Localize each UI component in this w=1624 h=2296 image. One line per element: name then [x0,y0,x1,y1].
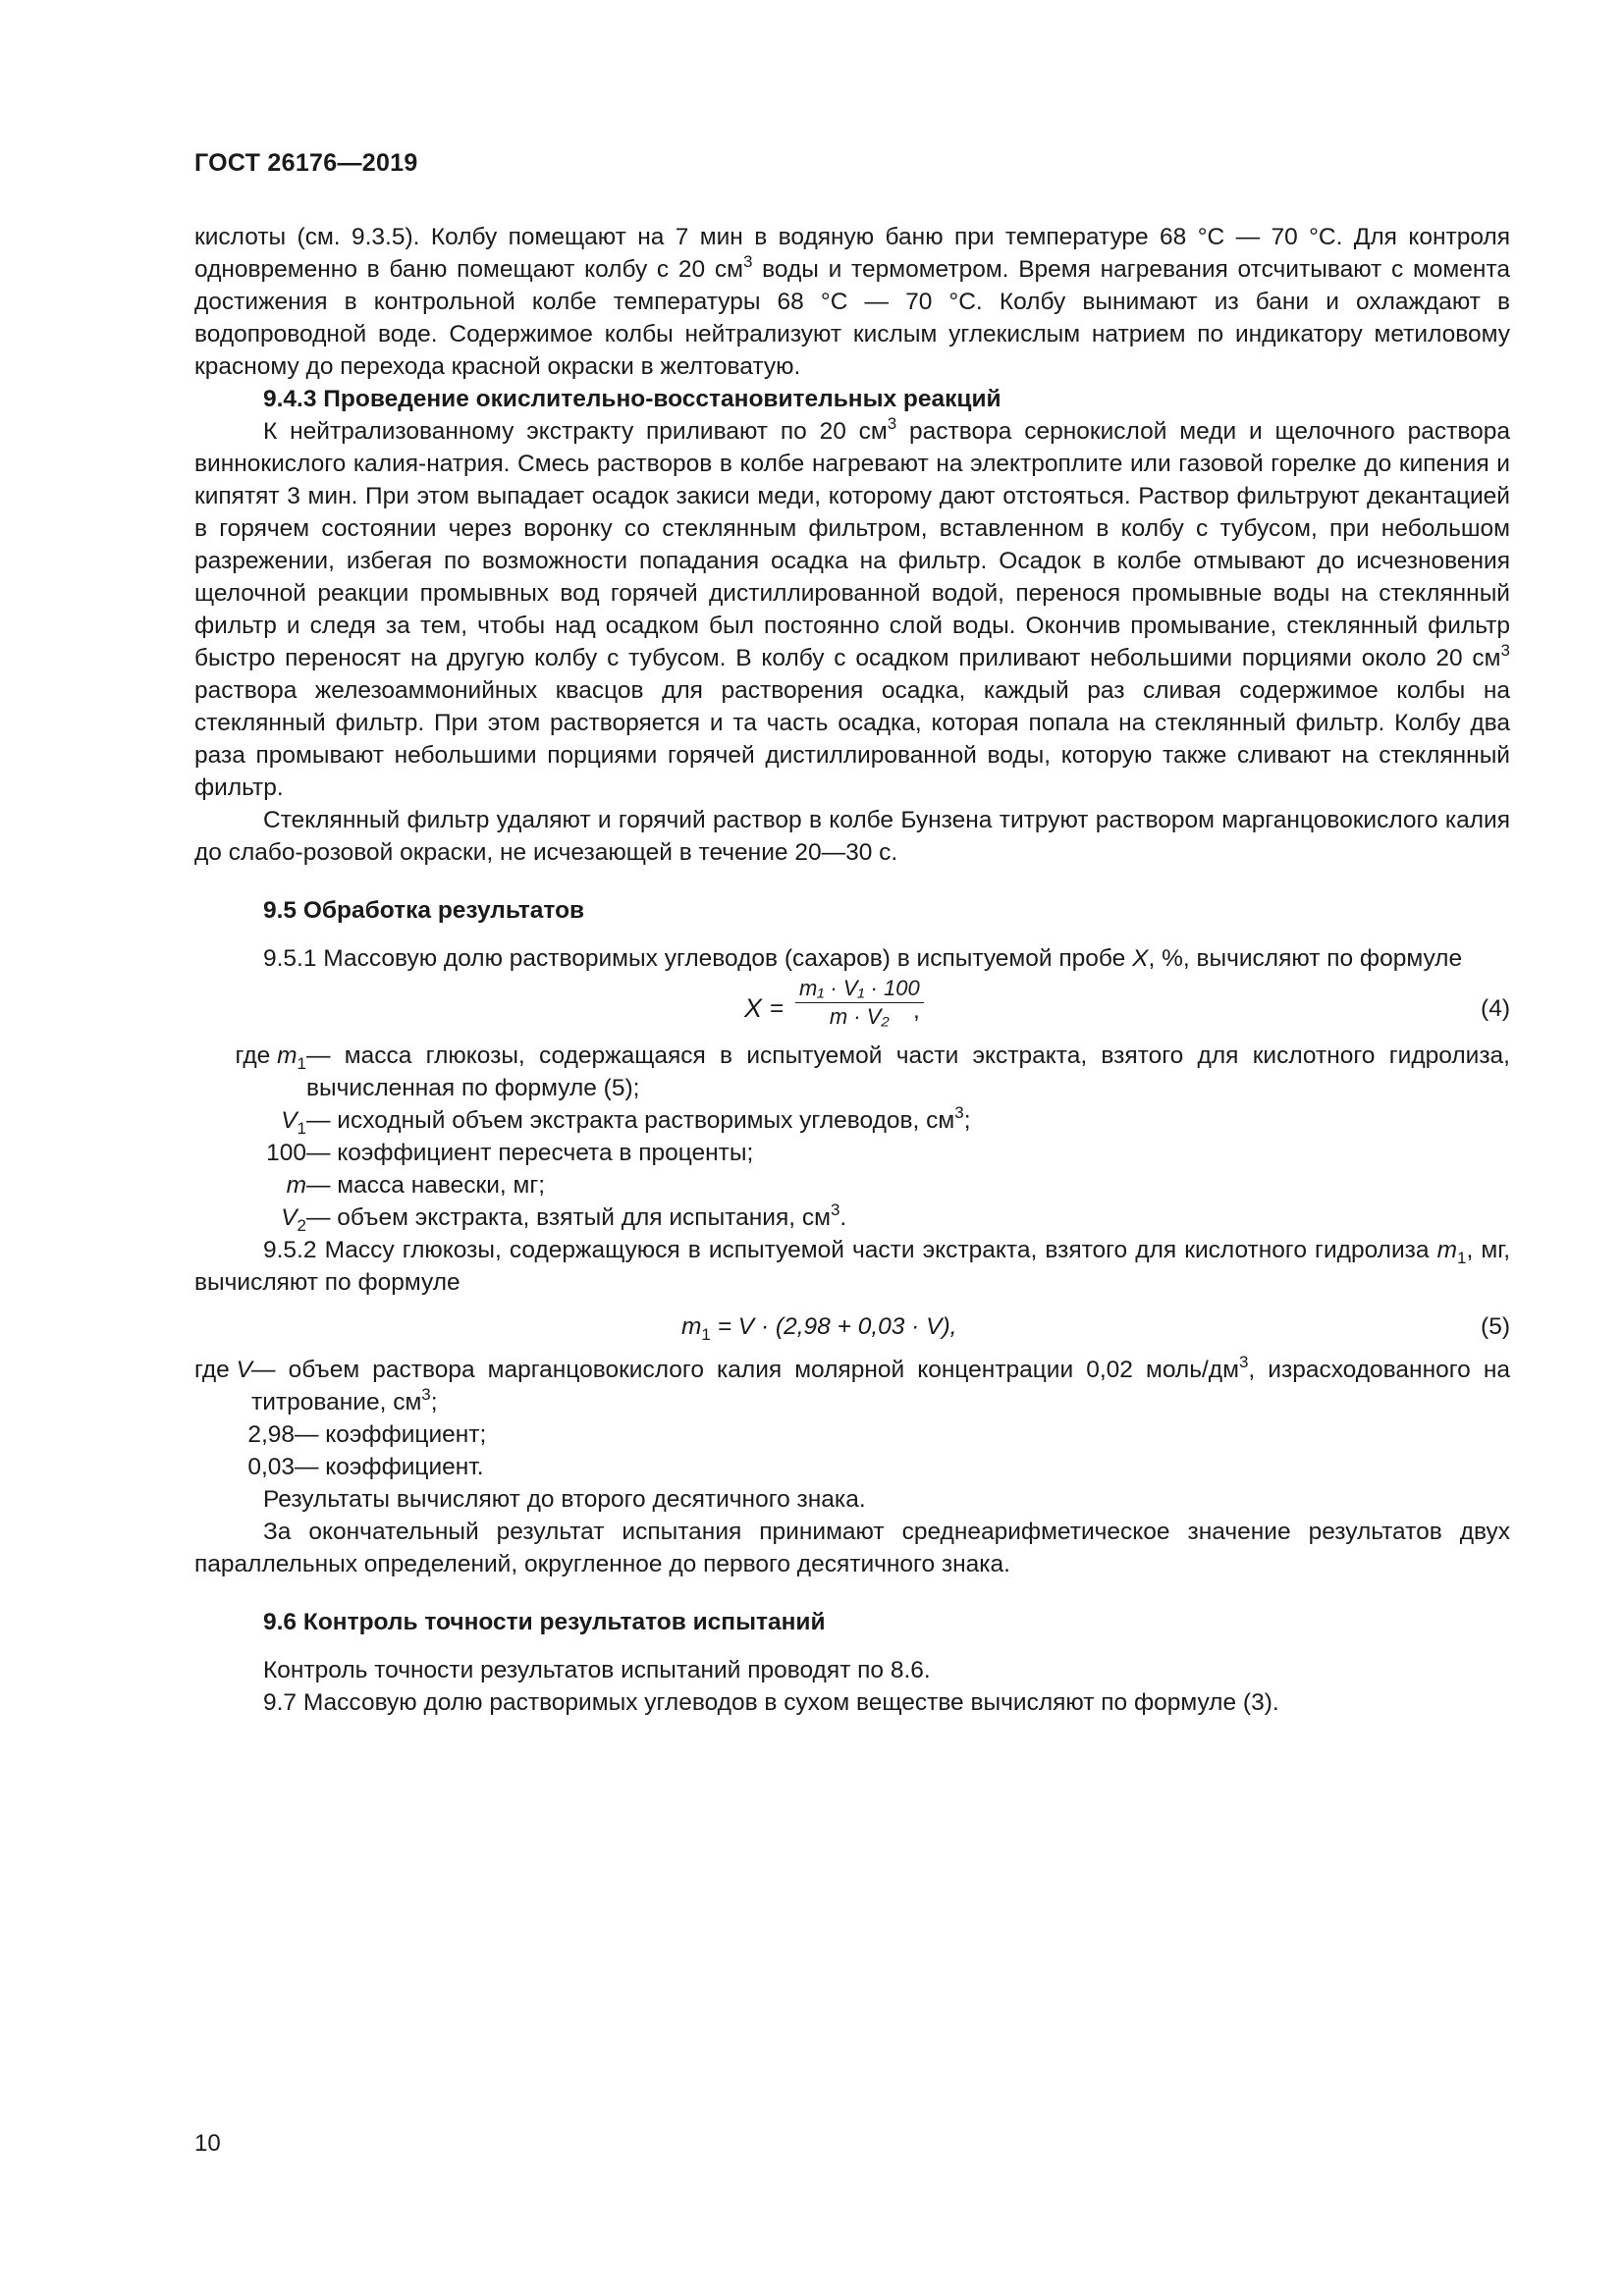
formula-4 [194,975,1510,1040]
paragraph-9-5-1: 9.5.1 Массовую долю растворимых углеводов (сахаров) в испытуемой пробе X, %, вычисляют по формуле [263,945,1463,972]
where-m: m — масса навески, мг; [286,1172,546,1199]
where-0-03: 0,03 — коэффициент. [247,1454,484,1480]
paragraph-9-5-2: 9.5.2 Массу глюкозы, содержащуюся в испытуемой части экстракта, взятого для кислотного гидролиза $m_1$, мг, вычисляют по формуле [194,1237,1510,1296]
paragraph-acid-hydrolysis: кислоты (см. 9.3.5). Колбу помещают на 7 мин в водяную баню при температуре 68 °С — 70 °С. Для контроля одновременно в баню помещают колбу с 20 $см^3$ воды и термометром. Время нагревания отсчитывают с момента достижения в контрольной колбе температуры 68 °С — 70 °С. Колбу вынимают из бани и охлаждают в водопроводной воде. Содержимое колбы нейтрализуют кислым углекислым натрием по индикатору метиловому красному до перехода красной окраски в желтоватую. [194,224,1510,380]
where-2-98: 2,98 — коэффициент; [247,1421,487,1448]
where-m1: где $m_1$ — масса глюкозы, содержащаяся в испытуемой части экстракта, взятого для кислотного гидролиза, вычисленная по формуле (5); [235,1042,1510,1101]
where-v2: $V_2$ — объем экстракта, взятый для испытания, $см^3$. [281,1201,847,1235]
formula-5-number: (5) [1481,1313,1510,1340]
page-body [194,221,1510,1719]
paragraph-precision: Результаты вычисляют до второго десятичного знака. [263,1486,866,1513]
formula-5 [194,1299,1510,1354]
where-v1: $V_1$ — исходный объем экстракта растворимых углеводов, $см^3$; [281,1103,971,1138]
section-title-9-6: 9.6 Контроль точности результатов испытаний [263,1609,826,1635]
paragraph-final-result: За окончательный результат испытания принимают среднеарифметическое значение результатов двух параллельных определений, округленное до первого десятичного знака. [194,1519,1510,1577]
section-title-9-5: 9.5 Обработка результатов [263,897,585,924]
formula-4-equals: = [770,995,785,1022]
paragraph-accuracy-control: Контроль точности результатов испытаний проводят по 8.6. [263,1657,931,1683]
paragraph-9-7: 9.7 Массовую долю растворимых углеводов в сухом веществе вычисляют по формуле (3). [263,1689,1279,1716]
where-v: где V — объем раствора марганцовокислого калия молярной концентрации 0,02 моль/$дм^3$, израсходованного на титрование, $см^3$; [194,1353,1510,1415]
formula-4-comma: , [913,997,920,1024]
section-title-9-4-3: 9.4.3 Проведение окислительно-восстановительных реакций [263,386,1001,412]
page-number: 10 [194,2130,221,2157]
document-header: ГОСТ 26176—2019 [194,149,418,177]
paragraph-redox-reactions: К нейтрализованному экстракту приливают по 20 $см^3$ раствора сернокислой меди и щелочного раствора виннокислого калия-натрия. Смесь растворов в колбе нагревают на электроплите или газовой горелке до кипения и кипятят 3 мин. При этом выпадает осадок закиси меди, которому дают отстояться. Раствор фильтруют декантацией в горячем состоянии через воронку со стеклянным фильтром, вставленном в колбу с тубусом, при небольшом разрежении, избегая по возможности попадания осадка на фильтр. Осадок в колбе отмывают до исчезновения щелочной реакции промывных вод горячей дистиллированной водой, перенося промывные воды на стеклянный фильтр и следя за тем, чтобы над осадком был постоянно слой воды. Окончив промывание, стеклянный фильтр быстро переносят на другую колбу с тубусом. В колбу с осадком приливают небольшими порциями около 20 $см^3$ раствора железоаммонийных квасцов для растворения осадка, каждый раз сливая содержимое колбы на стеклянный фильтр. При этом растворяется и та часть осадка, которая попала на стеклянный фильтр. Колбу два раза промывают небольшими порциями горячей дистиллированной воды, которую также сливают на стеклянный фильтр. [194,414,1510,801]
where-100: 100 — коэффициент пересчета в проценты; [266,1140,754,1166]
formula-4-fraction [795,975,924,1031]
formula-4-numerator: m₁ · V₁ · 100 [795,975,924,1003]
formula-4-denominator: m · V₂ [829,1004,890,1029]
formula-4-lhs: X [744,993,763,1023]
formula-5-expression: $m_1 = V \cdot (2,98 + 0,03 \cdot V)$, [681,1313,957,1344]
formula-4-number: (4) [1481,995,1510,1022]
paragraph-titration: Стеклянный фильтр удаляют и горячий раствор в колбе Бунзена титруют раствором марганцовокислого калия до слабо-розовой окраски, не исчезающей в течение 20—30 с. [194,807,1510,866]
